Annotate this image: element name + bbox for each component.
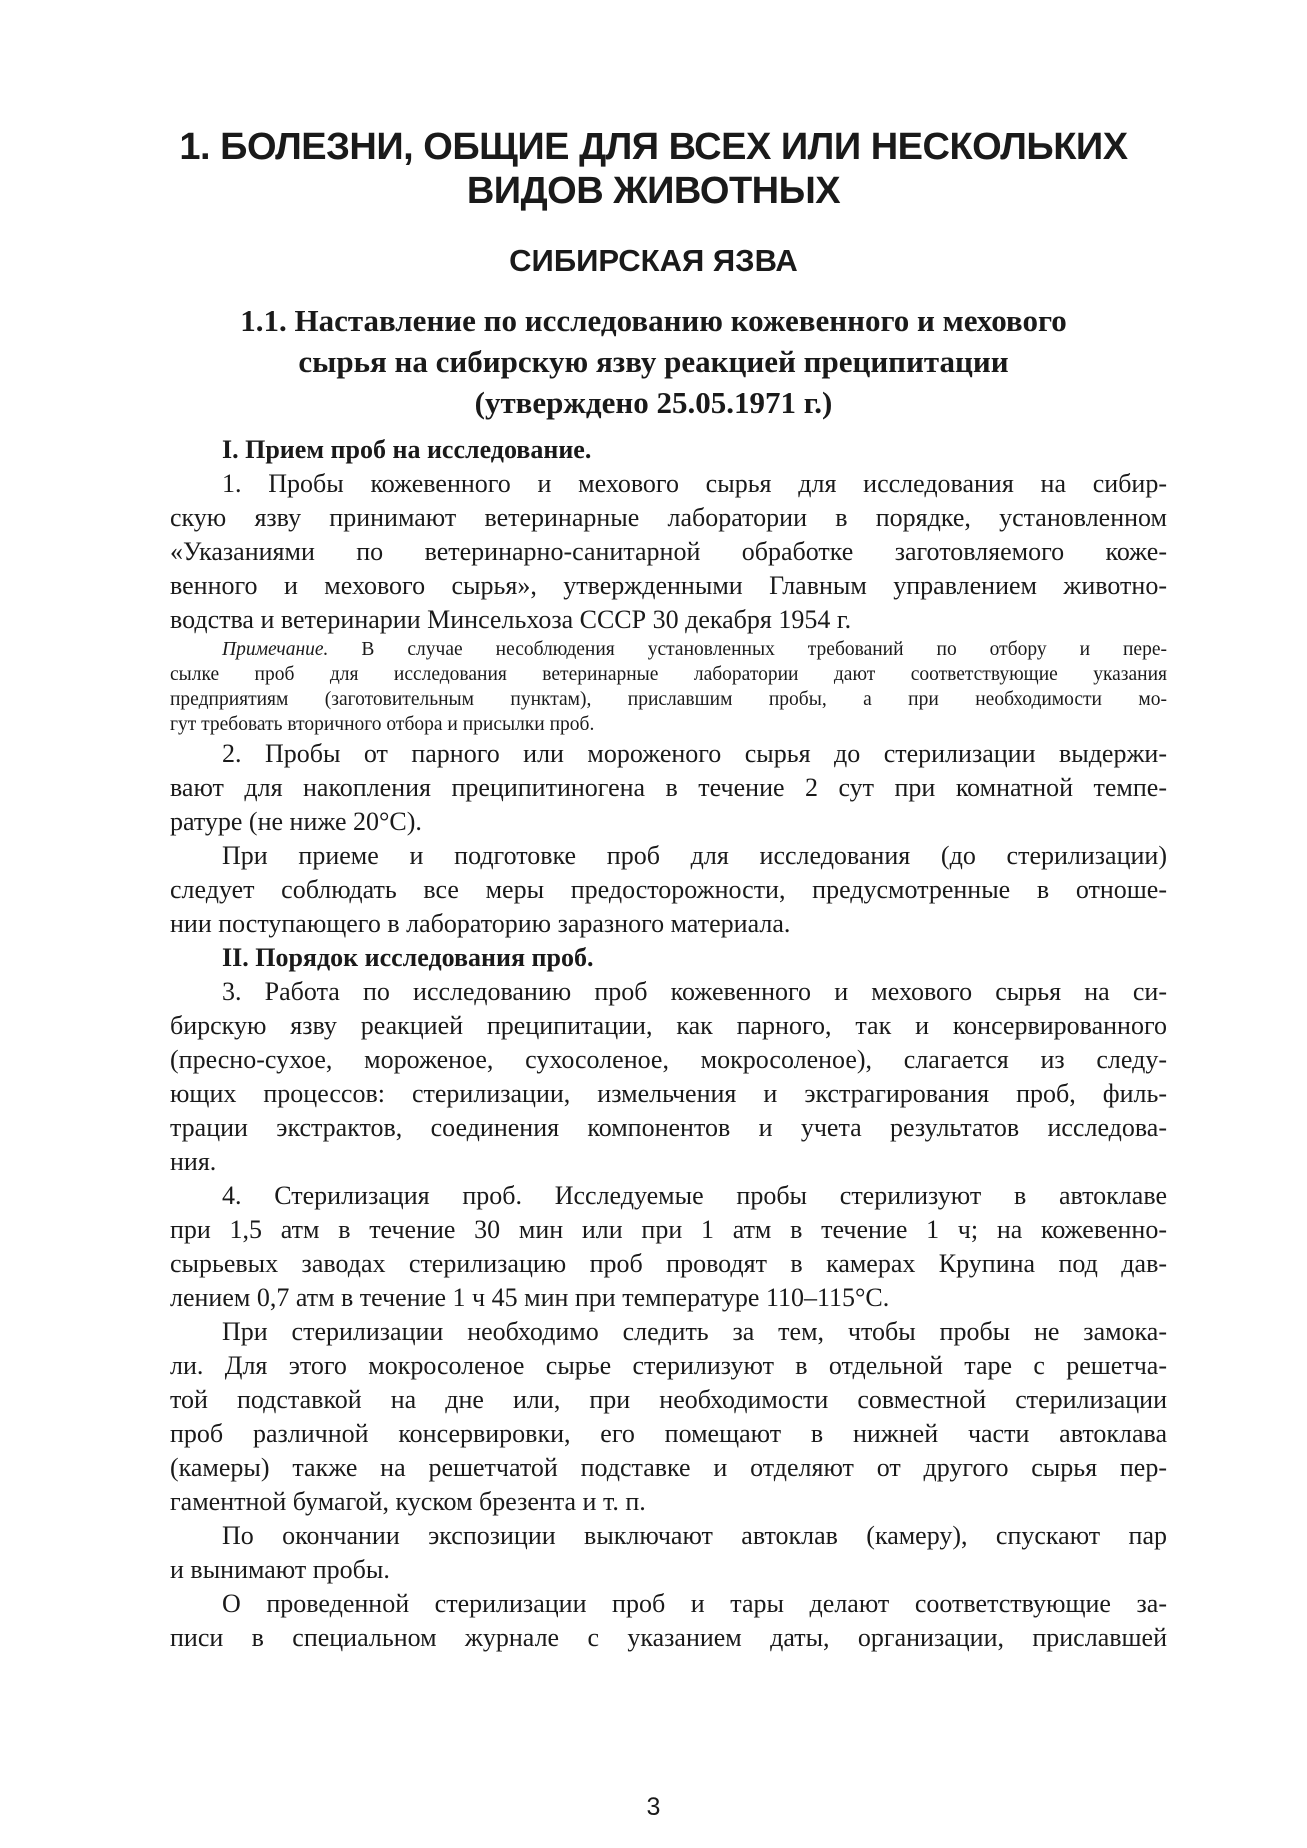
text-line: При стерилизации необходимо следить за тем, чтобы пробы не замока- [222, 1317, 1167, 1346]
text-line: водства и ветеринарии Минсельхоза СССР 30 декабря 1954 г. [170, 605, 852, 634]
paragraph-5 [170, 1179, 1167, 1315]
paragraph-8 [170, 1587, 1167, 1655]
section-title-line: 1.1. Наставление по исследованию кожевенного и мехового [240, 303, 1067, 338]
note-line: сылке проб для исследования ветеринарные лаборатории дают соответствующие указания [170, 664, 1167, 685]
text-line: сырьевых заводах стерилизацию проб проводят в камерах Крупина под дав- [170, 1249, 1167, 1278]
paragraph-1 [170, 467, 1167, 637]
paragraph-4 [170, 975, 1167, 1179]
note-line: предприятиям (заготовительным пунктам), приславшим пробы, а при необходимости мо- [170, 689, 1167, 710]
note-label: Примечание. [222, 639, 329, 660]
paragraph-7 [170, 1519, 1167, 1587]
text-line: О проведенной стерилизации проб и тары делают соответствующие за- [222, 1589, 1167, 1618]
text-line: ли. Для этого мокросоленое сырье стерилизуют в отдельной таре с решетча- [170, 1351, 1167, 1380]
text-line: ратуре (не ниже 20°С). [170, 807, 422, 836]
note-line [170, 637, 1167, 662]
text-line: (камеры) также на решетчатой подставке и отделяют от другого сырья пер- [170, 1453, 1167, 1482]
note-line: гут требовать вторичного отбора и присылки проб. [170, 714, 595, 735]
text-line: нии поступающего в лабораторию заразного материала. [170, 909, 791, 938]
text-line: бирскую язву реакцией преципитации, как парного, так и консервированного [170, 1011, 1167, 1040]
text-line: при 1,5 атм в течение 30 мин или при 1 атм в течение 1 ч; на кожевенно- [170, 1215, 1167, 1244]
text-line: проб различной консервировки, его помещают в нижней части автоклава [170, 1419, 1167, 1448]
text-line: «Указаниями по ветеринарно-санитарной обработке заготовляемого коже- [170, 537, 1167, 566]
text-line: вают для накопления преципитиногена в течение 2 сут при комнатной темпе- [170, 773, 1167, 802]
part-heading: I. Прием проб на исследование. [222, 435, 592, 464]
part-heading: II. Порядок исследования проб. [222, 943, 594, 972]
text-line: лением 0,7 атм в течение 1 ч 45 мин при температуре 110–115°С. [170, 1283, 890, 1312]
text-line: скую язву принимают ветеринарные лаборатории в порядке, установленном [170, 503, 1167, 532]
chapter-title-line: 1. БОЛЕЗНИ, ОБЩИЕ ДЛЯ ВСЕХ ИЛИ НЕСКОЛЬКИХ [179, 126, 1128, 168]
chapter-title [130, 125, 1177, 213]
disease-title: СИБИРСКАЯ ЯЗВА [509, 243, 798, 278]
text-line: и вынимают пробы. [170, 1555, 390, 1584]
paragraph-2 [170, 737, 1167, 839]
section-title-line: сырья на сибирскую язву реакцией преципитации [298, 344, 1009, 379]
text-line: При приеме и подготовке проб для исследования (до стерилизации) [222, 841, 1167, 870]
paragraph-6 [170, 1315, 1167, 1519]
section-title [130, 300, 1177, 423]
chapter-title-line: ВИДОВ ЖИВОТНЫХ [466, 170, 841, 212]
text-line: 2. Пробы от парного или мороженого сырья до стерилизации выдержи- [222, 739, 1167, 768]
document-body [170, 433, 1167, 1655]
text-line: следует соблюдать все меры предосторожности, предусмотренные в отноше- [170, 875, 1167, 904]
text-line: 3. Работа по исследованию проб кожевенного и мехового сырья на си- [222, 977, 1167, 1006]
page-number: 3 [646, 1793, 661, 1821]
text-line: ния. [170, 1147, 217, 1176]
text-line: 1. Пробы кожевенного и мехового сырья для исследования на сибир- [222, 469, 1167, 498]
text-line: писи в специальном журнале с указанием даты, организации, приславшей [170, 1623, 1167, 1652]
section-title-line: (утверждено 25.05.1971 г.) [474, 385, 833, 420]
text-line: ющих процессов: стерилизации, измельчения и экстрагирования проб, филь- [170, 1079, 1167, 1108]
text-line: (пресно-сухое, мороженое, сухосоленое, мокросоленое), слагается из следу- [170, 1045, 1167, 1074]
text-line: той подставкой на дне или, при необходимости совместной стерилизации [170, 1385, 1167, 1414]
text-line: гаментной бумагой, куском брезента и т. п. [170, 1487, 646, 1516]
note-block [170, 637, 1167, 737]
note-text: В случае несоблюдения установленных требований по отбору и пере- [328, 639, 1167, 660]
text-line: трации экстрактов, соединения компонентов и учета результатов исследова- [170, 1113, 1167, 1142]
text-line: 4. Стерилизация проб. Исследуемые пробы стерилизуют в автоклаве [222, 1181, 1167, 1210]
text-line: По окончании экспозиции выключают автоклав (камеру), спускают пар [222, 1521, 1167, 1550]
paragraph-3 [170, 839, 1167, 941]
text-line: венного и мехового сырья», утвержденными Главным управлением животно- [170, 571, 1167, 600]
